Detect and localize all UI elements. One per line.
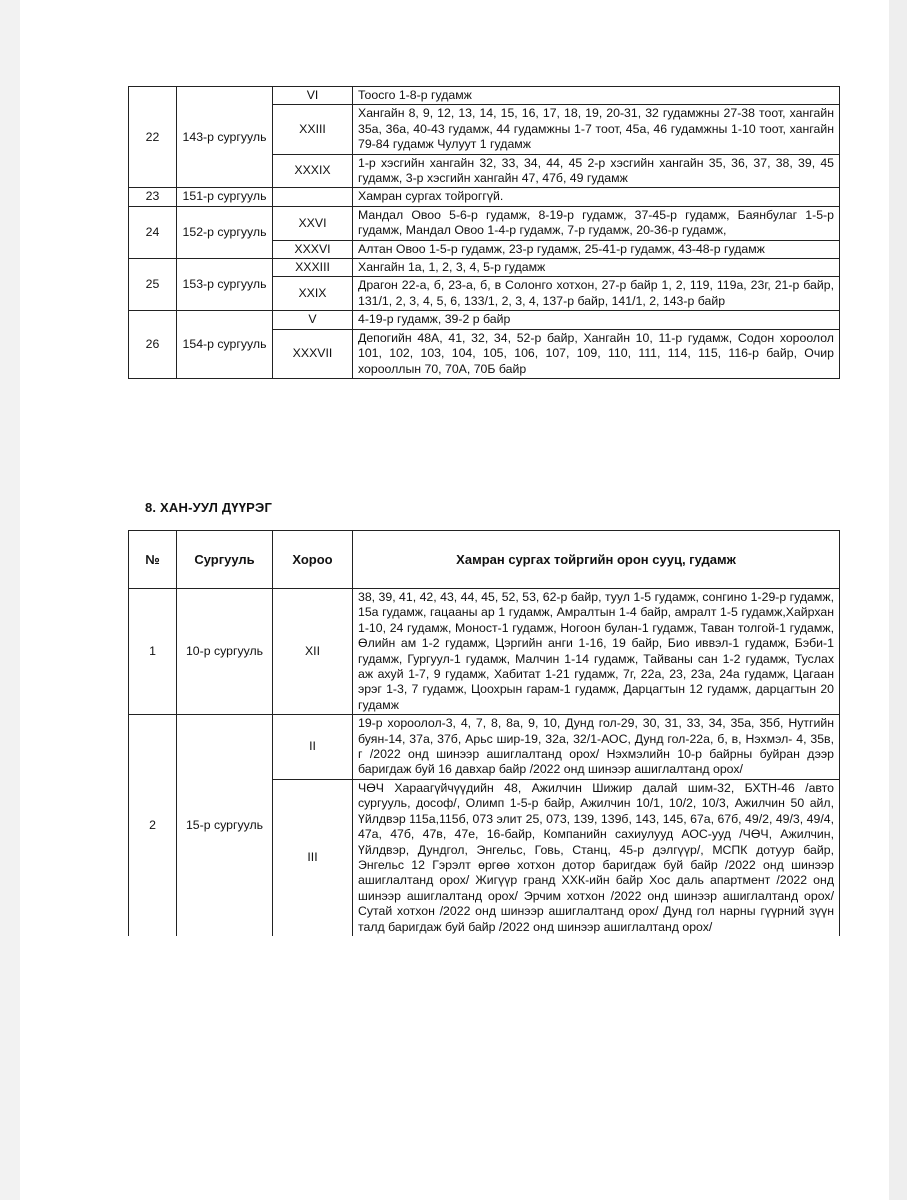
school-name: 154-р сургууль	[177, 311, 273, 379]
row-number: 2	[129, 715, 177, 936]
khoroo-cell: XII	[273, 589, 353, 715]
column-header-number: №	[129, 531, 177, 589]
table-row	[129, 87, 840, 105]
school-name: 15-р сургууль	[177, 715, 273, 936]
school-name: 152-р сургууль	[177, 206, 273, 258]
school-name: 10-р сургууль	[177, 589, 273, 715]
column-header-address: Хамран сургах тойргийн орон сууц, гудамж	[353, 531, 840, 589]
khoroo-cell: VI	[273, 87, 353, 105]
khoroo-cell: XXIII	[273, 105, 353, 154]
table-row	[129, 311, 840, 329]
row-number: 26	[129, 311, 177, 379]
khoroo-cell: III	[273, 779, 353, 936]
address-cell: Тоосго 1-8-р гудамж	[353, 87, 840, 105]
khoroo-cell: V	[273, 311, 353, 329]
row-number: 25	[129, 259, 177, 311]
table-row	[129, 188, 840, 206]
address-cell: Хангайн 8, 9, 12, 13, 14, 15, 16, 17, 18, 19, 20-31, 32 гудамжны 27-38 тоот, хангайн 35а, 36а, 40-43 гудамж, 44 гудамжны 1-7 тоот, 45а, 46 гудамжны 1-10 тоот, хангайн 79-84 гудамж Чулуут 1 гудамж	[353, 105, 840, 154]
address-cell: Хамран сургах тойроггүй.	[353, 188, 840, 206]
column-header-school: Сургууль	[177, 531, 273, 589]
khoroo-cell: XXXIX	[273, 154, 353, 188]
khoroo-cell: XXXVII	[273, 329, 353, 378]
address-cell: 1-р хэсгийн хангайн 32, 33, 34, 44, 45 2-р хэсгийн хангайн 35, 36, 37, 38, 39, 45 гудамж, 3-р хэсгийн хангайн 47, 47б, 49 гудамж	[353, 154, 840, 188]
scan-left-edge	[0, 0, 20, 1200]
address-cell: 38, 39, 41, 42, 43, 44, 45, 52, 53, 62-р байр, туул 1-5 гудамж, сонгино 1-29-р гудамж, 15а гудамж, гацааны ар 1 гудамж, Амралтын 1-4 байр, амралт 1-5 гудамж,Хайрхан 1-10, 24 гудамж, Моност-1 гудамж, Ногоон булан-1 гудамж, Таван толгой-1 гудамж, Өлийн ам 1-2 гудамж, Цэргийн анги 1-16, 19 байр, Био иввэл-1 гудамж, Бэби-1 гудамж, Гургуул-1 гудамж, Малчин 1-14 гудамж, Тайваны сан 1-2 гудамж, Туслах аж ахуй 1-7, 9 гудамж, Хабитат 1-21 гудамж, 7г, 22а, 23, 23а, 24а гудамж, Цагаан эрэг 1-3, 7 гудамж, Цоохрын гарам-1 гудамж, Дарцагтын 12 гудамж, дарцагтын 20 гудамж	[353, 589, 840, 715]
khoroo-cell: II	[273, 715, 353, 780]
row-number: 23	[129, 188, 177, 206]
section-heading: 8. ХАН-УУЛ ДҮҮРЭГ	[145, 500, 273, 515]
row-number: 24	[129, 206, 177, 258]
school-name: 143-р сургууль	[177, 87, 273, 188]
khoroo-cell	[273, 188, 353, 206]
address-cell: ЧӨЧ Хараагүйчүүдийн 48, Ажилчин Шижир далай шим-32, БХТН-46 /авто сургууль, дософ/, Олимп 1-5-р байр, Ажилчин 10/1, 10/2, 10/3, Ажилчин 50 айл, Үйлдвэр 115а,115б, 073 элит 25, 073, 139, 139б, 143, 145, 67а, 67б, 49/2, 49/3, 49/4, 47а, 47б, 47в, 47е, 16-байр, Компанийн сахиулууд АОС-ууд /ЧӨЧ, Ажилчин, Үйлдвэр, Дундгол, Энгельс, Говь, Станц, 45-р дэлгүүр/, МСПК дотуур байр, Энгельс 12 Гэрэлт өргөө хотхон дотор баригдаж буй байр /2022 онд шинээр ашиглалтанд орох/ Жигүүр гранд ХХК-ийн байр Хос даль апартмент /2022 онд шинээр ашиглалтанд орох/ Эрчим хотхон /2022 онд шинээр ашиглалтанд орох/ Сутай хотхон /2022 онд шинээр ашиглалтанд орох/ Дунд гол нарны гүүрний зүүн талд баригдаж буй байр /2022 онд шинээр ашиглалтанд орох/	[353, 779, 840, 936]
address-cell: Мандал Овоо 5-6-р гудамж, 8-19-р гудамж, 37-45-р гудамж, Баянбулаг 1-5-р гудамж, Мандал Овоо 1-4-р гудамж, 7-р гудамж, 20-36-р гудамж,	[353, 206, 840, 240]
khoroo-cell: XXVI	[273, 206, 353, 240]
table-row	[129, 259, 840, 277]
table-row	[129, 589, 840, 715]
school-name: 153-р сургууль	[177, 259, 273, 311]
row-number: 22	[129, 87, 177, 188]
column-header-khoroo: Хороо	[273, 531, 353, 589]
table-row	[129, 715, 840, 780]
school-district-table-continued	[128, 86, 840, 379]
address-cell: 19-р хороолол-3, 4, 7, 8, 8а, 9, 10, Дунд гол-29, 30, 31, 33, 34, 35а, 35б, Нутгийн буян-14, 37а, 37б, Арьс шир-19, 32а, 32/1-АОС, Дунд гол-22а, б, в, Нэхмэл- 4, 35в, г /2022 онд шинээр ашиглалтанд орох/ Нэхмэлийн 10-р байрны буйран дээр баригдаж буй 16 давхар байр /2022 онд шинээр ашиглалтанд орох/	[353, 715, 840, 780]
khoroo-cell: XXXIII	[273, 259, 353, 277]
table-header-row	[129, 531, 840, 589]
address-cell: Алтан Овоо 1-5-р гудамж, 23-р гудамж, 25-41-р гудамж, 43-48-р гудамж	[353, 240, 840, 258]
scan-right-edge	[889, 0, 907, 1200]
address-cell: Хангайн 1а, 1, 2, 3, 4, 5-р гудамж	[353, 259, 840, 277]
khoroo-cell: XXXVI	[273, 240, 353, 258]
address-cell: Драгон 22-а, б, 23-а, б, в Солонго хотхон, 27-р байр 1, 2, 119, 119а, 23г, 21-р байр, 131/1, 2, 3, 4, 5, 6, 133/1, 2, 3, 4, 137-р байр, 141/1, 2, 143-р байр	[353, 277, 840, 311]
address-cell: Депогийн 48А, 41, 32, 34, 52-р байр, Хангайн 10, 11-р гудамж, Содон хороолол 101, 102, 103, 104, 105, 106, 107, 109, 110, 111, 114, 115, 116-р байр, Очир хорооллын 70, 70А, 70Б байр	[353, 329, 840, 378]
row-number: 1	[129, 589, 177, 715]
address-cell: 4-19-р гудамж, 39-2 р байр	[353, 311, 840, 329]
khoroo-cell: XXIX	[273, 277, 353, 311]
school-name: 151-р сургууль	[177, 188, 273, 206]
table-row	[129, 206, 840, 240]
school-district-table	[128, 530, 840, 936]
